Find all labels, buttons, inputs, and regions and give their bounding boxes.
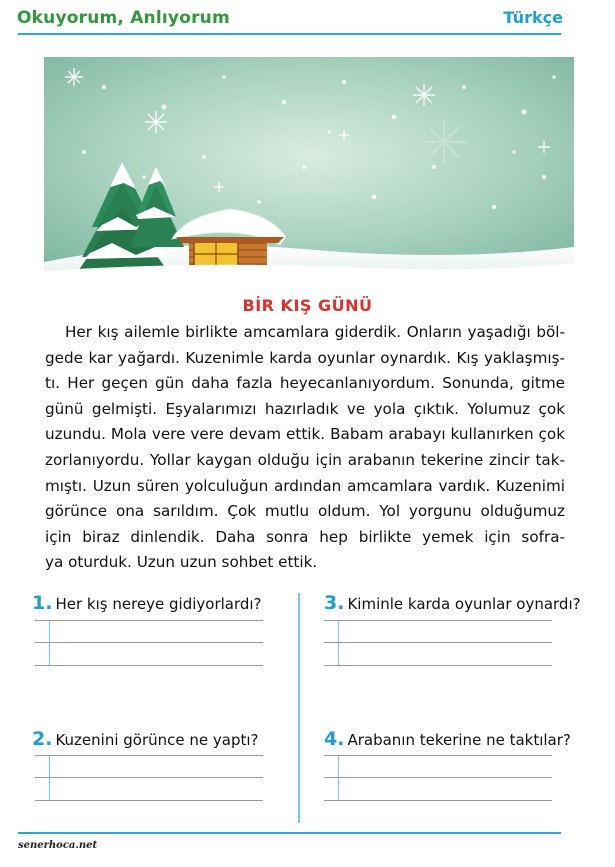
answer-lines-1[interactable] bbox=[35, 620, 263, 666]
footer-divider bbox=[18, 832, 561, 834]
footer-site: senerhoca.net bbox=[18, 840, 98, 851]
story-line: günü gelmişti. Eşyalarımızı hazırladık ve yola çıktık. Yolumuz çok bbox=[45, 399, 565, 418]
story-line: Her kış ailemle birlikte amcamlara giderdik. Onların yaşadığı böl- bbox=[65, 323, 565, 341]
story-title: BİR KIŞ GÜNÜ bbox=[242, 296, 373, 315]
question-number: 1. bbox=[32, 592, 53, 614]
story-line: görünce ona sarıldım. Çok mutlu oldum. Yol yorgunu olduğumuz bbox=[45, 502, 565, 521]
story-line: gede kar yağardı. Kuzenimle karda oyunlar oynardık. Kış yaklaşmış- bbox=[45, 348, 565, 367]
story-line: ya oturduk. Uzun uzun sohbet ettik. bbox=[45, 553, 318, 572]
answer-lines-3[interactable] bbox=[324, 620, 552, 666]
subject-label: Türkçe bbox=[503, 8, 563, 27]
story-line: zorlanıyordu. Yollar kaygan olduğu için arabanın tekerine zincir tak- bbox=[45, 450, 565, 469]
header-divider bbox=[18, 33, 561, 35]
answer-lines-4[interactable] bbox=[324, 755, 552, 801]
question-text: Kiminle karda oyunlar oynardı? bbox=[347, 595, 581, 613]
question-2 bbox=[32, 728, 259, 750]
question-text: Kuzenini görünce ne yaptı? bbox=[55, 731, 259, 749]
column-divider bbox=[298, 593, 300, 823]
story-text bbox=[45, 320, 565, 576]
question-number: 2. bbox=[32, 728, 53, 750]
story-line: mıştı. Uzun süren yolculuğun ardından amcamlara vardık. Kuzenimi bbox=[45, 476, 565, 495]
question-1 bbox=[32, 592, 262, 614]
question-text: Her kış nereye gidiyorlardı? bbox=[55, 595, 262, 613]
story-line: için biraz dinlendik. Daha sonra hep birlikte yemek için sofra- bbox=[45, 527, 565, 546]
question-number: 4. bbox=[324, 728, 345, 750]
winter-cabin-illustration bbox=[44, 57, 574, 277]
question-3 bbox=[324, 592, 581, 614]
answer-lines-2[interactable] bbox=[35, 755, 263, 801]
worksheet-title: Okuyorum, Anlıyorum bbox=[17, 8, 230, 28]
question-number: 3. bbox=[324, 592, 345, 614]
story-line: uzundu. Mola vere vere devam ettik. Babam arabayı kullanırken çok bbox=[45, 425, 565, 444]
question-4 bbox=[324, 728, 571, 750]
question-text: Arabanın tekerine ne taktılar? bbox=[347, 731, 571, 749]
story-line: tı. Her geçen gün daha fazla heyecanlanıyordum. Sonunda, gitme bbox=[45, 374, 565, 393]
